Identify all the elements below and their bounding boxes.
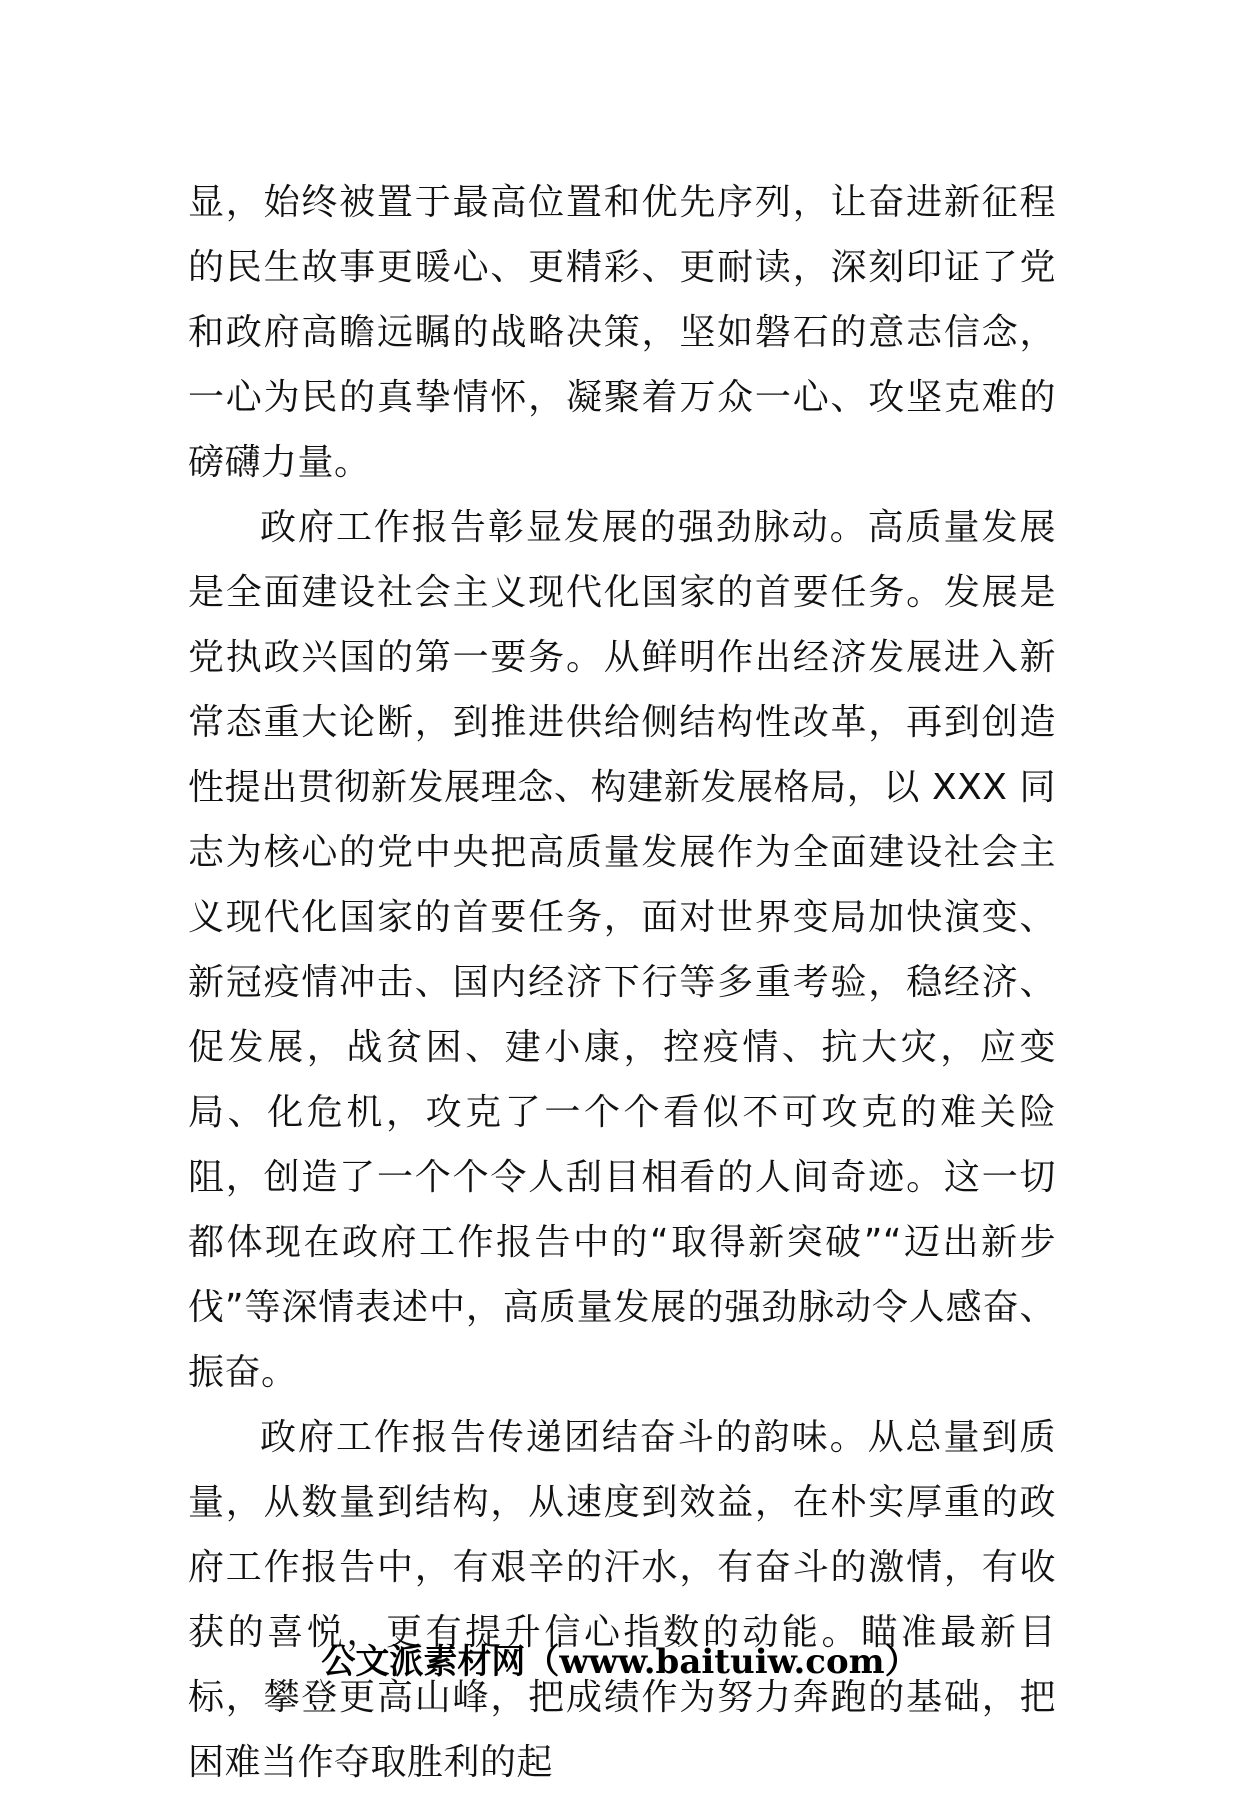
document-body (188, 170, 1056, 1795)
paragraph-2: 政府工作报告彰显发展的强劲脉动。高质量发展是全面建设社会主义现代化国家的首要任务。发展是党执政兴国的第一要务。从鲜明作出经济发展进入新常态重大论断，到推进供给侧结构性改革，再到创造性提出贯彻新发展理念、构建新发展格局，以 XXX 同志为核心的党中央把高质量发展作为全面建设社会主义现代化国家的首要任务，面对世界变局加快演变、新冠疫情冲击、国内经济下行等多重考验，稳经济、促发展，战贫困、建小康，控疫情、抗大灾，应变局、化危机，攻克了一个个看似不可攻克的难关险阻，创造了一个个令人刮目相看的人间奇迹。这一切都体现在政府工作报告中的“取得新突破”“迈出新步伐”等深情表述中，高质量发展的强劲脉动令人感奋、振奋。 (188, 507, 1056, 1393)
paragraph-1: 显，始终被置于最高位置和优先序列，让奋进新征程的民生故事更暖心、更精彩、更耐读，深刻印证了党和政府高瞻远瞩的战略决策，坚如磐石的意志信念，一心为民的真挚情怀，凝聚着万众一心、攻坚克难的磅礴力量。 (188, 182, 1056, 483)
paragraph-3: 政府工作报告传递团结奋斗的韵味。从总量到质量，从数量到结构，从速度到效益，在朴实厚重的政府工作报告中，有艰辛的汗水，有奋斗的激情，有收获的喜悦，更有提升信心指数的动能。瞄准最新目标，攀登更高山峰，把成绩作为努力奔跑的基础，把困难当作夺取胜利的起 (188, 1417, 1056, 1783)
footer-watermark: 公文派素材网（www.baituiw.com） (321, 1642, 919, 1682)
